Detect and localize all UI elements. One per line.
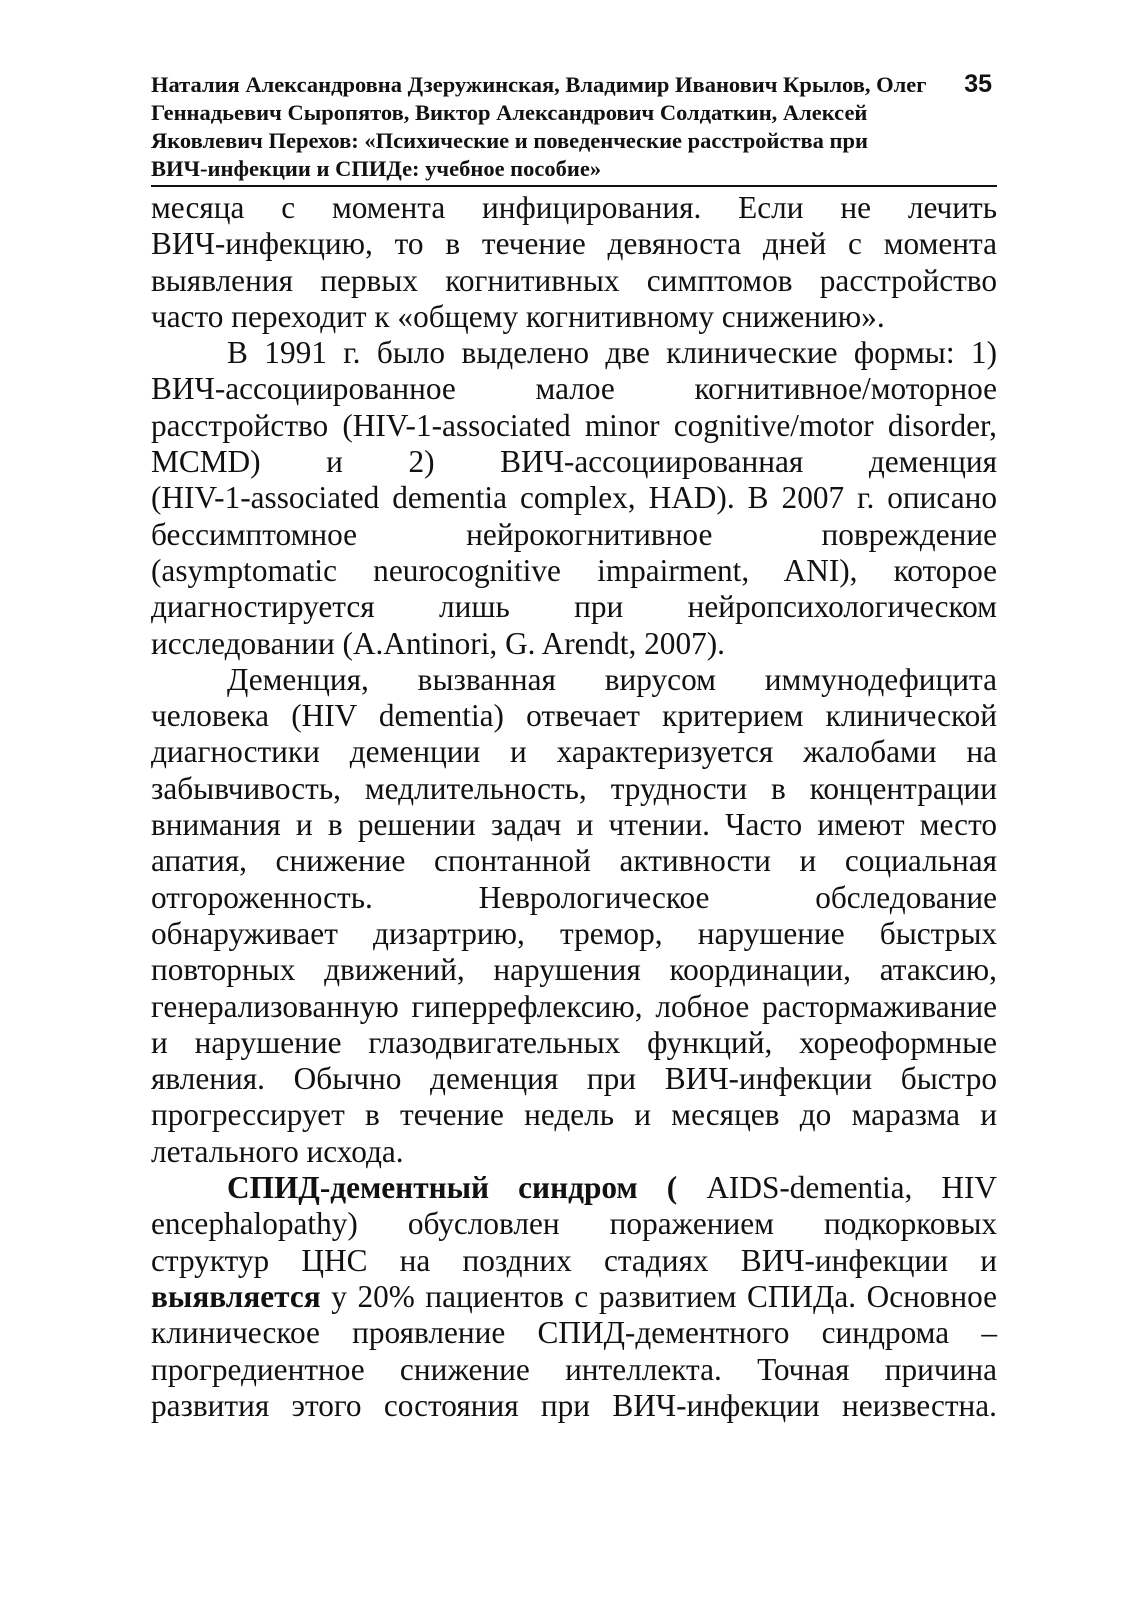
header-line: Геннадьевич Сыропятов, Виктор Александрович Солдаткин, Алексей: [151, 100, 868, 125]
text-line: бессимптомное нейрокогнитивное повреждение: [151, 516, 997, 552]
text-line: часто переходит к «общему когнитивному снижению».: [151, 298, 885, 334]
text-line: явления. Обычно деменция при ВИЧ-инфекции быстро: [151, 1061, 997, 1097]
bold-term: СПИД-дементный синдром (: [227, 1170, 678, 1206]
text-line: диагностики деменции и характеризуется жалобами на: [151, 734, 997, 770]
paragraph-3: [151, 662, 997, 1170]
header-line: ВИЧ-инфекции и СПИДе: учебное пособие»: [151, 156, 602, 181]
text-line: [151, 1279, 997, 1315]
text-line: прогрессирует в течение недель и месяцев до маразма и: [151, 1097, 997, 1133]
text-line: отгороженность. Неврологическое обследование: [151, 879, 997, 915]
body-text: [151, 190, 997, 1424]
header-rule: [151, 185, 997, 187]
text-fragment: AIDS-dementia, HIV: [677, 1170, 997, 1206]
text-line: (asymptomatic neurocognitive impairment, ANI), которое: [151, 552, 997, 588]
text-line: В 1991 г. было выделено две клинические формы: 1): [227, 335, 997, 371]
bold-term: выявляется: [151, 1278, 321, 1314]
text-line: летального исхода.: [151, 1133, 404, 1169]
text-line: апатия, снижение спонтанной активности и социальная: [151, 843, 997, 879]
text-line: [151, 1170, 997, 1206]
text-line: (HIV-1-associated dementia complex, HAD). В 2007 г. описано: [151, 480, 997, 516]
text-line: структур ЦНС на поздних стадиях ВИЧ-инфекции и: [151, 1242, 997, 1278]
paragraph-1: [151, 190, 997, 335]
text-line: генерализованную гиперрефлексию, лобное растормаживание: [151, 988, 997, 1024]
text-line: исследовании (A.Antinori, G. Arendt, 2007).: [151, 625, 725, 661]
text-line: прогредиентное снижение интеллекта. Точная причина: [151, 1351, 997, 1387]
header-title: [151, 71, 997, 183]
text-line: клиническое проявление СПИД-дементного синдрома –: [151, 1315, 997, 1351]
text-line: Деменция, вызванная вирусом иммунодефицита: [227, 661, 997, 697]
text-line: выявления первых когнитивных симптомов расстройство: [151, 262, 997, 298]
page-number: 35: [964, 70, 992, 98]
header-line: Яковлевич Перехов: «Психические и поведенческие расстройства при: [151, 128, 868, 153]
text-line: MCMD) и 2) ВИЧ-ассоциированная деменция: [151, 444, 997, 480]
header-line: Наталия Александровна Дзеружинская, Владимир Иванович Крылов, Олег: [151, 72, 927, 97]
text-line: ВИЧ-инфекцию, то в течение девяноста дней с момента: [151, 226, 997, 262]
text-line: забывчивость, медлительность, трудности в концентрации: [151, 770, 997, 806]
text-line: обнаруживает дизартрию, тремор, нарушение быстрых: [151, 915, 997, 951]
text-fragment: у 20% пациентов с развитием СПИДа. Основное: [320, 1278, 997, 1314]
text-line: encephalopathy) обусловлен поражением подкорковых: [151, 1206, 997, 1242]
text-line: диагностируется лишь при нейропсихологическом: [151, 589, 997, 625]
text-line: внимания и в решении задач и чтении. Часто имеют место: [151, 807, 997, 843]
paragraph-2: [151, 335, 997, 662]
text-line: развития этого состояния при ВИЧ-инфекции неизвестна.: [151, 1387, 997, 1423]
text-line: расстройство (HIV-1-associated minor cognitive/motor disorder,: [151, 407, 997, 443]
text-line: человека (HIV dementia) отвечает критерием клинической: [151, 698, 997, 734]
paragraph-4: [151, 1170, 997, 1424]
text-line: повторных движений, нарушения координации, атаксию,: [151, 952, 997, 988]
text-line: месяца с момента инфицирования. Если не лечить: [151, 190, 997, 225]
text-line: и нарушение глазодвигательных функций, хореоформные: [151, 1024, 997, 1060]
text-line: ВИЧ-ассоциированное малое когнитивное/моторное: [151, 371, 997, 407]
running-header: [151, 71, 997, 183]
